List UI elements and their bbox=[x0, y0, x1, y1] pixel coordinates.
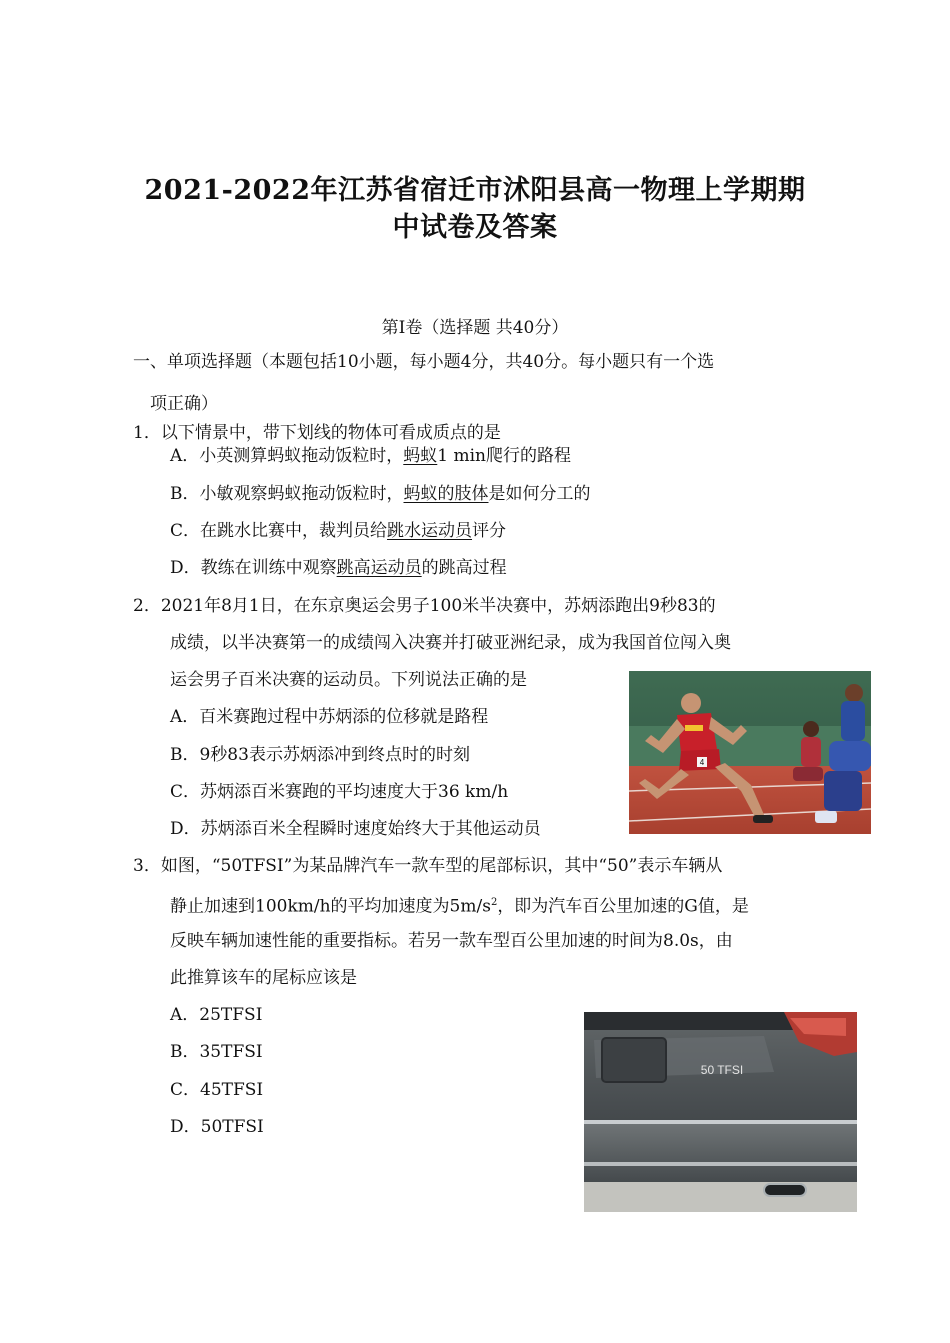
q2-option-c: C．苏炳添百米赛跑的平均速度大于36 km/h bbox=[170, 782, 509, 802]
q1-option-d: D．教练在训练中观察跳高运动员的跳高过程 bbox=[170, 558, 507, 578]
q3-stem-line1: 3．如图，“50TFSI”为某品牌汽车一款车型的尾部标识，其中“50”表示车辆从 bbox=[133, 856, 723, 876]
q2-stem-line2: 成绩，以半决赛第一的成绩闯入决赛并打破亚洲纪录，成为我国首位闯入奥 bbox=[170, 633, 731, 653]
section-header: 第Ⅰ卷（选择题 共40分） bbox=[381, 318, 569, 338]
q2-stem-line3: 运会男子百米决赛的运动员。下列说法正确的是 bbox=[170, 670, 527, 690]
q2-stem-line1: 2．2021年8月1日，在东京奥运会男子100米半决赛中，苏炳添跑出9秒83的 bbox=[133, 596, 716, 616]
q2-option-b: B．9秒83表示苏炳添冲到终点时的时刻 bbox=[170, 745, 470, 765]
part-heading-cont: 项正确） bbox=[150, 394, 218, 414]
q1-stem: 1．以下情景中，带下划线的物体可看成质点的是 bbox=[133, 423, 501, 443]
document-title-line2: 中试卷及答案 bbox=[392, 212, 558, 243]
q1-option-b: B．小敏观察蚂蚁拖动饭粒时，蚂蚁的肢体是如何分工的 bbox=[170, 484, 591, 504]
sprint-race-photo bbox=[629, 671, 871, 834]
car-rear-photo bbox=[584, 1012, 857, 1212]
q2-option-a: A．百米赛跑过程中苏炳添的位移就是路程 bbox=[170, 707, 489, 727]
q3-option-a: A．25TFSI bbox=[170, 1005, 263, 1025]
q3-option-d: D．50TFSI bbox=[170, 1117, 264, 1137]
part-heading: 一、单项选择题（本题包括10小题，每小题4分，共40分。每小题只有一个选 bbox=[133, 352, 715, 372]
q3-stem-line4: 此推算该车的尾标应该是 bbox=[170, 968, 357, 988]
bib-number: 4 bbox=[699, 758, 705, 767]
q2-option-d: D．苏炳添百米全程瞬时速度始终大于其他运动员 bbox=[170, 819, 541, 839]
q3-option-c: C．45TFSI bbox=[170, 1080, 264, 1100]
q3-stem-line3: 反映车辆加速性能的重要指标。若另一款车型百公里加速的时间为8.0s，由 bbox=[170, 931, 733, 951]
model-badge: 50 TFSI bbox=[700, 1063, 744, 1077]
q3-stem-line2: 静止加速到100km/h的平均加速度为$5m/s^2$，即为汽车百公里加速的G值，是 bbox=[170, 896, 749, 917]
q1-option-a: A．小英测算蚂蚁拖动饭粒时，蚂蚁1 min爬行的路程 bbox=[170, 446, 572, 466]
q1-option-c: C．在跳水比赛中，裁判员给跳水运动员评分 bbox=[170, 521, 507, 541]
q3-option-b: B．35TFSI bbox=[170, 1042, 263, 1062]
document-title-line1: 2021-2022年江苏省宿迁市沭阳县高一物理上学期期 bbox=[144, 175, 806, 206]
